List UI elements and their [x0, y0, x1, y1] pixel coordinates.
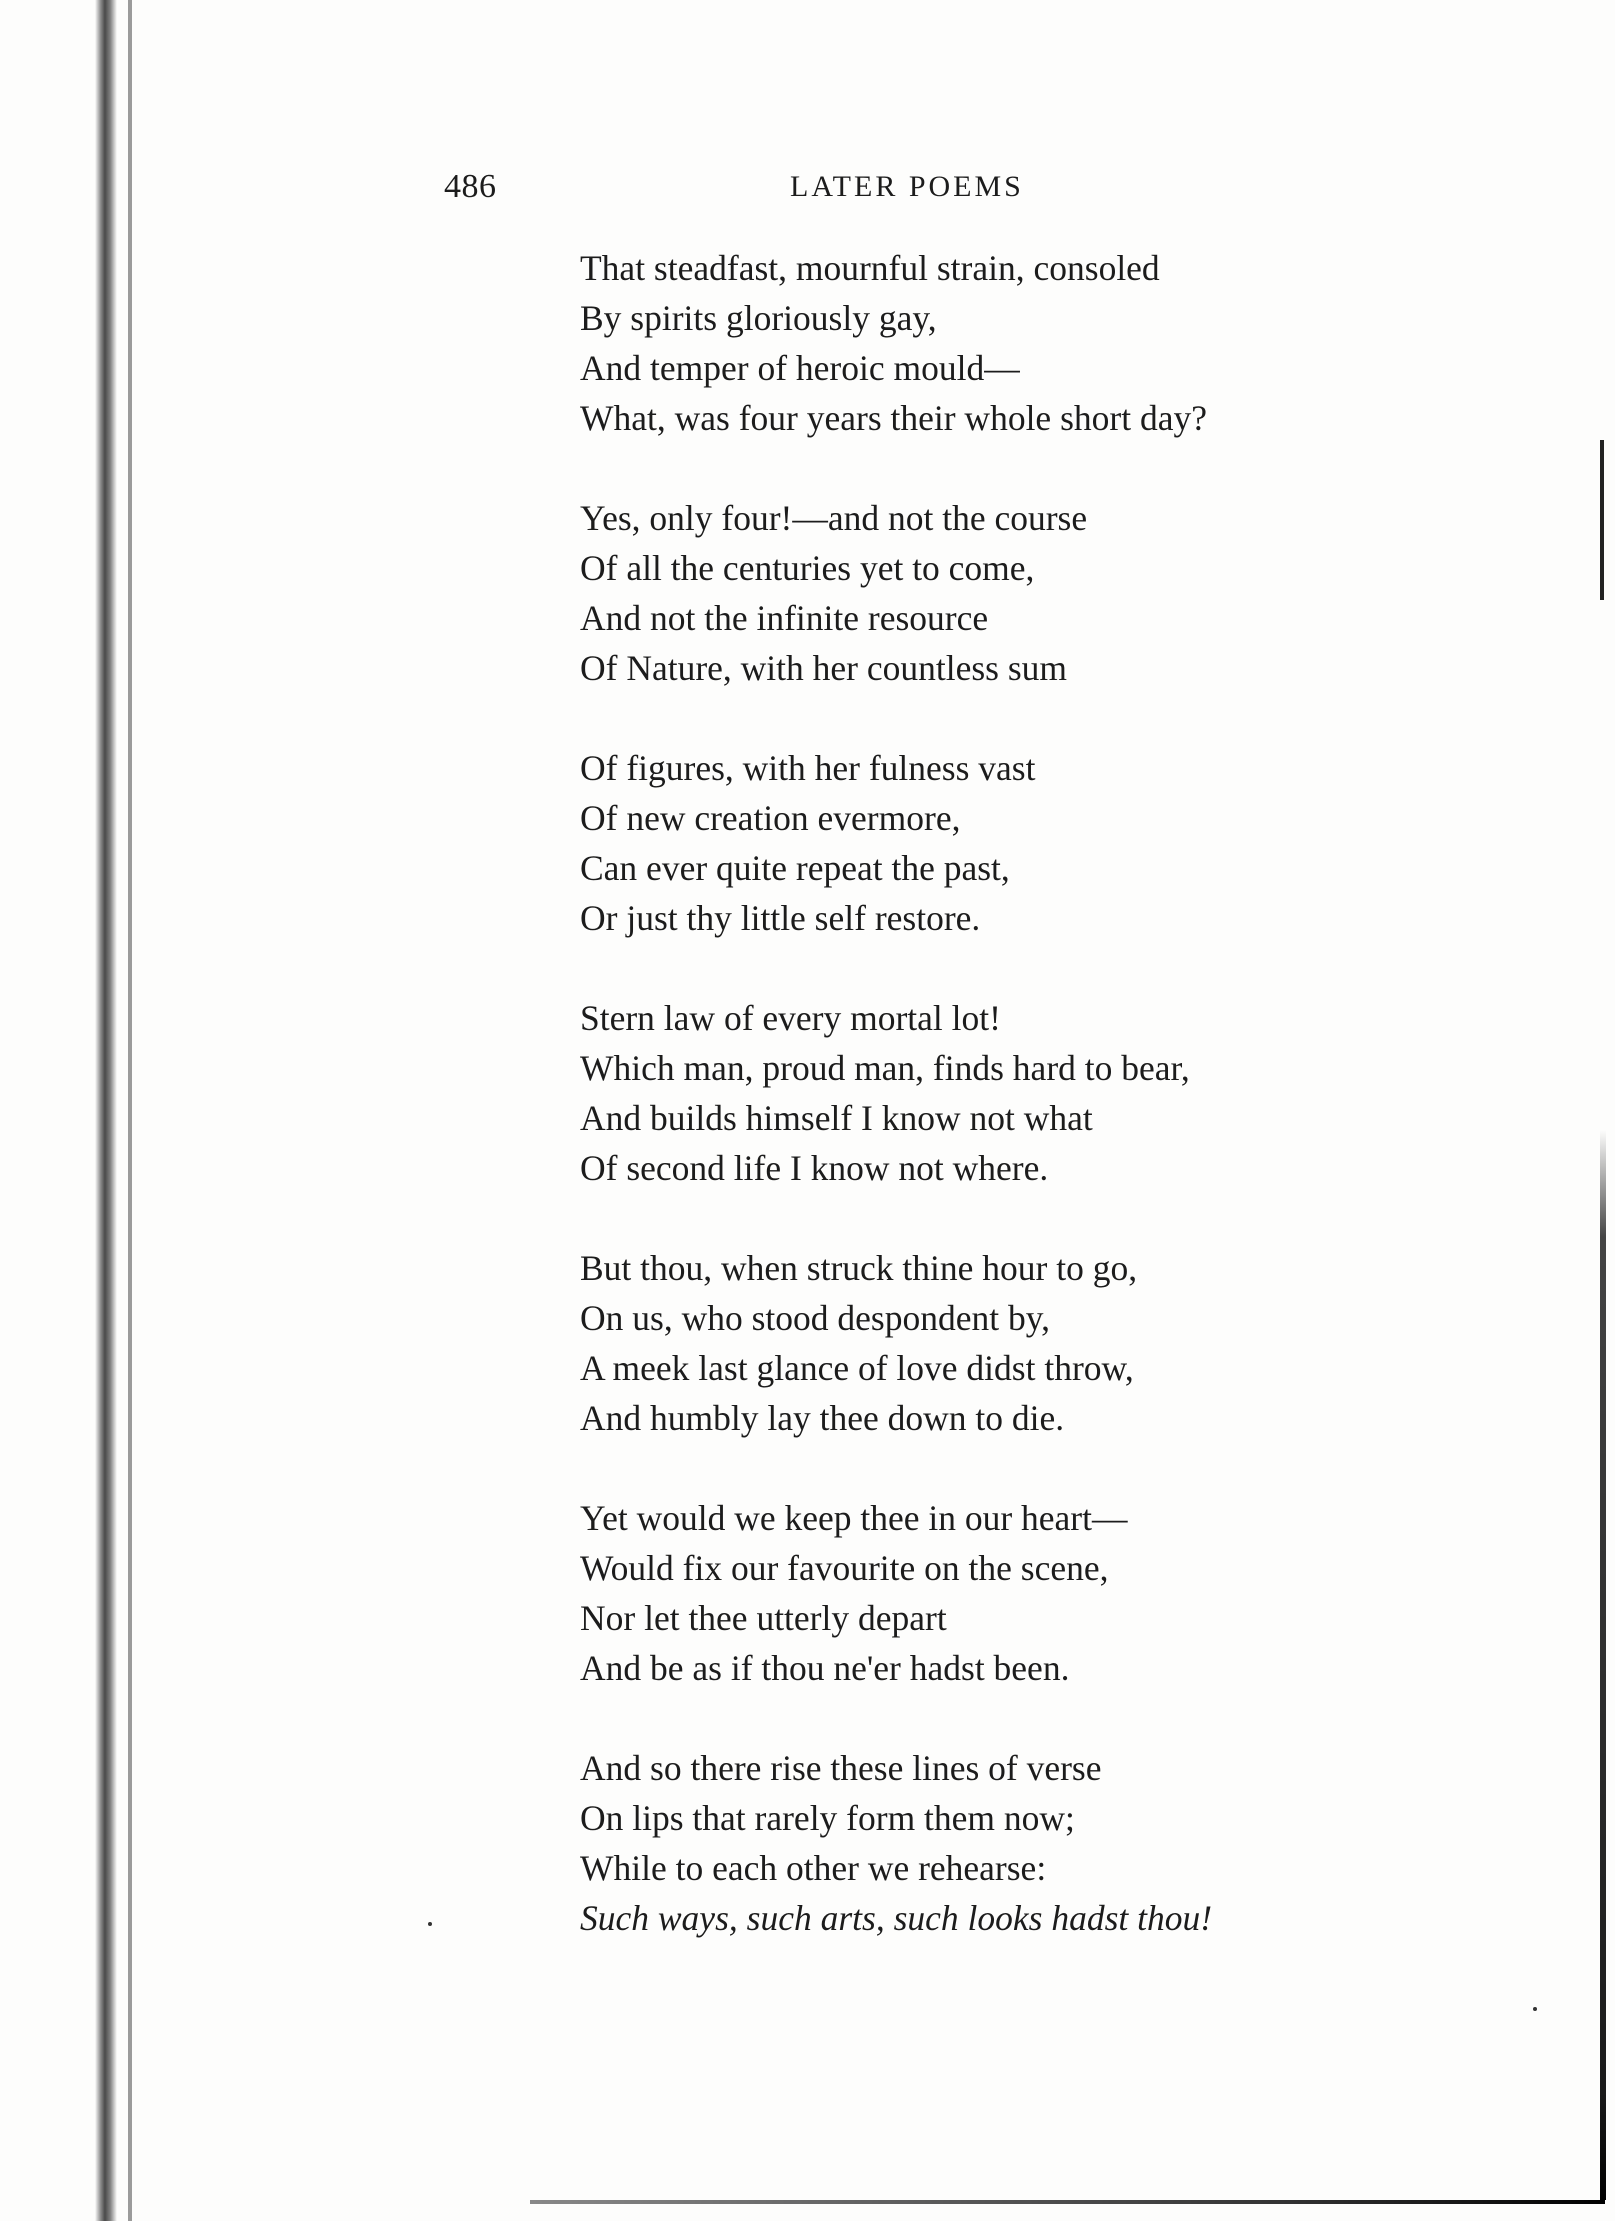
- verse-line: On lips that rarely form them now;: [580, 1798, 1075, 1838]
- verse-line: And temper of heroic mould—: [580, 348, 1020, 388]
- bottom-edge-line: [530, 2200, 1605, 2204]
- verse-line: On us, who stood despondent by,: [580, 1298, 1051, 1338]
- verse-line: Of new creation evermore,: [580, 798, 961, 838]
- page-number: 486: [444, 168, 497, 205]
- poem-body: [580, 243, 1580, 1993]
- verse-line: Nor let thee utterly depart: [580, 1598, 947, 1638]
- stanza: [580, 1743, 1580, 1943]
- verse-line: By spirits gloriously gay,: [580, 298, 937, 338]
- verse-line: Yet would we keep thee in our heart—: [580, 1498, 1128, 1538]
- page-header: [0, 160, 1615, 210]
- binding-shadow: [95, 0, 117, 2221]
- verse-line: Or just thy little self restore.: [580, 898, 981, 938]
- verse-line: That steadfast, mournful strain, consoled: [580, 248, 1160, 288]
- verse-line: Of second life I know not where.: [580, 1148, 1049, 1188]
- verse-line: While to each other we rehearse:: [580, 1848, 1047, 1888]
- verse-line: A meek last glance of love didst throw,: [580, 1348, 1134, 1388]
- stanza: [580, 993, 1580, 1193]
- verse-line: And not the infinite resource: [580, 598, 989, 638]
- speck: [1533, 2007, 1537, 2011]
- verse-line: Would fix our favourite on the scene,: [580, 1548, 1109, 1588]
- verse-line: Stern law of every mortal lot!: [580, 998, 1001, 1038]
- verse-line: Of all the centuries yet to come,: [580, 548, 1035, 588]
- verse-line: Which man, proud man, finds hard to bear,: [580, 1048, 1190, 1088]
- stanza: [580, 1243, 1580, 1443]
- verse-line: And builds himself I know not what: [580, 1098, 1093, 1138]
- binding-edge-line: [128, 0, 132, 2221]
- stanza: [580, 1493, 1580, 1693]
- verse-line: What, was four years their whole short day?: [580, 398, 1207, 438]
- verse-line: And be as if thou ne'er hadst been.: [580, 1648, 1070, 1688]
- running-head: LATER POEMS: [790, 170, 1024, 203]
- stanza: [580, 493, 1580, 693]
- stanza: [580, 243, 1580, 443]
- verse-line-italic: Such ways, such arts, such looks hadst thou!: [580, 1898, 1213, 1938]
- speck: [428, 1922, 432, 1926]
- verse-line: Yes, only four!—and not the course: [580, 498, 1088, 538]
- verse-line: And so there rise these lines of verse: [580, 1748, 1102, 1788]
- verse-line: But thou, when struck thine hour to go,: [580, 1248, 1138, 1288]
- right-edge-mark-lower: [1600, 1130, 1606, 2200]
- stanza: [580, 743, 1580, 943]
- verse-line: Can ever quite repeat the past,: [580, 848, 1010, 888]
- right-edge-mark-upper: [1600, 440, 1604, 600]
- verse-line: Of Nature, with her countless sum: [580, 648, 1068, 688]
- verse-line: Of figures, with her fulness vast: [580, 748, 1036, 788]
- verse-line: And humbly lay thee down to die.: [580, 1398, 1065, 1438]
